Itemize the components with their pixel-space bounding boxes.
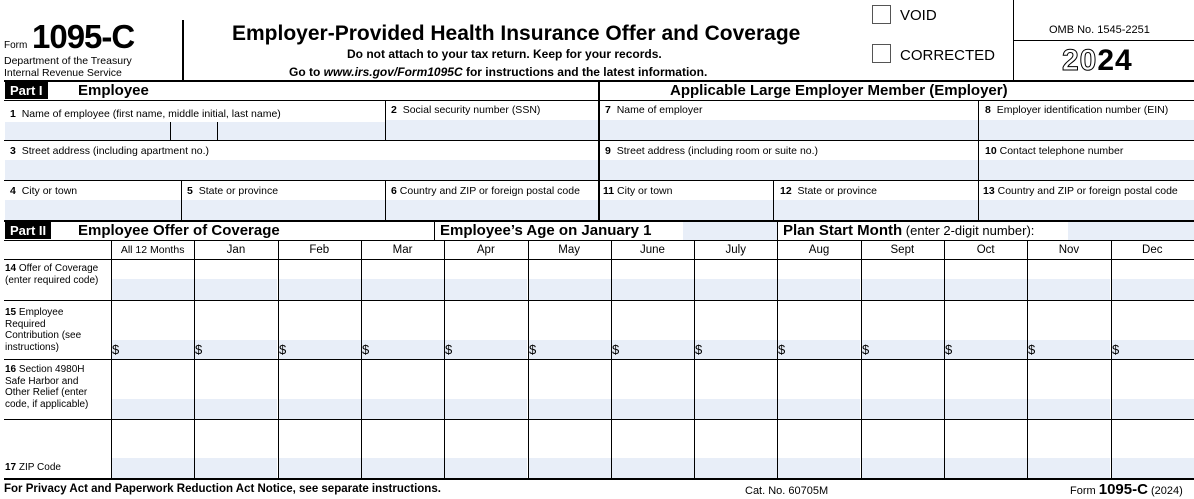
part1-badge: Part I — [5, 82, 48, 99]
field-9-label: 9 Street address (including room or suite no.) — [605, 145, 819, 157]
field-7-label: 7 Name of employer — [605, 104, 703, 116]
row-15-cell-1[interactable] — [195, 340, 277, 359]
month-header: Jan — [226, 244, 246, 256]
column-divider — [278, 241, 279, 478]
row-16-cell-8[interactable] — [778, 399, 860, 419]
column-divider — [1111, 241, 1112, 478]
dollar-sign: $ — [445, 342, 453, 357]
month-header: Aug — [808, 244, 830, 256]
row-17-cell-0[interactable] — [112, 458, 194, 478]
field-13-label: 13 Country and ZIP or foreign postal code — [983, 185, 1178, 197]
row-16-cell-11[interactable] — [1028, 399, 1110, 419]
row-number: 15 — [5, 307, 17, 318]
row-15-cell-10[interactable] — [945, 340, 1027, 359]
form-title: Employer-Provided Health Insurance Offer and Coverage — [232, 22, 801, 45]
row-15-cell-2[interactable] — [279, 340, 361, 359]
dept-line2: Internal Revenue Service — [4, 67, 122, 79]
employer-name-input[interactable] — [600, 120, 978, 140]
month-header: Apr — [476, 244, 495, 256]
corrected-checkbox[interactable] — [872, 44, 891, 63]
row-14-cell-3[interactable] — [362, 279, 444, 300]
row-16-cell-4[interactable] — [445, 399, 527, 419]
row-rule-1 — [4, 140, 1194, 141]
row-17-cell-4[interactable] — [445, 458, 527, 478]
row-16-cell-0[interactable] — [112, 399, 194, 419]
month-header: July — [725, 244, 746, 256]
row-15-cell-7[interactable] — [695, 340, 777, 359]
irs-url-link[interactable]: www.irs.gov/Form1095C — [323, 65, 463, 79]
row-14-cell-9[interactable] — [862, 279, 944, 300]
field-1-label: 1 Name of employee (first name, middle initial, last name) — [10, 108, 281, 120]
row-14-cell-1[interactable] — [195, 279, 277, 300]
subtitle-instructions: for instructions and the latest information. — [462, 65, 708, 79]
tax-year-bold: 24 — [1097, 44, 1133, 77]
field-2-label: 2 Social security number (SSN) — [391, 104, 541, 116]
omb-number: OMB No. 1545-2251 — [1049, 24, 1150, 36]
row-17-cell-9[interactable] — [862, 458, 944, 478]
dollar-sign: $ — [195, 342, 203, 357]
row-14-cell-7[interactable] — [695, 279, 777, 300]
row-17-cell-8[interactable] — [778, 458, 860, 478]
employee-state-input[interactable] — [182, 200, 385, 220]
coverage-grid — [0, 241, 1194, 479]
employee-middle-initial-input[interactable] — [171, 122, 217, 140]
form-number: 1095-C — [32, 18, 135, 55]
header-divider-left — [182, 20, 184, 80]
field-4-label: 4 City or town — [10, 185, 78, 197]
employer-state-input[interactable] — [774, 200, 978, 220]
row-label-text: Section 4980H Safe Harbor and Other Relief (enter code, if applicable) — [5, 364, 89, 410]
row-14-cell-5[interactable] — [529, 279, 611, 300]
divider-plan — [777, 222, 778, 240]
ein-input[interactable] — [979, 120, 1194, 140]
row-label-text: Offer of Coverage (enter required code) — [5, 263, 99, 286]
month-header: Mar — [392, 244, 413, 256]
footer-form-id: Form 1095-C (2024) — [1070, 481, 1183, 498]
row-15-label — [5, 307, 100, 353]
column-divider — [361, 241, 362, 478]
month-header: Nov — [1058, 244, 1080, 256]
row-14-cell-8[interactable] — [778, 279, 860, 300]
employer-street-input[interactable] — [600, 160, 978, 180]
tax-year — [1062, 44, 1133, 78]
divider-age — [434, 222, 435, 240]
employee-age-input[interactable] — [683, 222, 777, 240]
catalog-number: Cat. No. 60705M — [745, 485, 829, 497]
part2-badge: Part II — [5, 222, 51, 239]
form-subtitle-2 — [289, 65, 707, 79]
month-header: Sept — [890, 244, 915, 256]
row-label-text: Employee Required Contribution (see instructions) — [5, 307, 82, 353]
row-17-cell-1[interactable] — [195, 458, 277, 478]
row-15-cell-8[interactable] — [778, 340, 860, 359]
column-divider — [861, 241, 862, 478]
row-17-cell-2[interactable] — [279, 458, 361, 478]
omb-divider — [1013, 40, 1194, 41]
month-header: May — [558, 244, 581, 256]
employee-street-input[interactable] — [5, 160, 598, 180]
row-16-cell-12[interactable] — [1112, 399, 1194, 419]
row-16-label — [5, 364, 103, 410]
dollar-sign: $ — [778, 342, 786, 357]
row-15-cell-0[interactable] — [112, 340, 194, 359]
employee-first-name-input[interactable] — [5, 122, 170, 140]
part2-title: Employee Offer of Coverage — [78, 222, 280, 239]
dollar-sign: $ — [529, 342, 537, 357]
row-16-cell-9[interactable] — [862, 399, 944, 419]
field-6-label: 6 Country and ZIP or foreign postal code — [391, 185, 580, 197]
row-number: 14 — [5, 263, 17, 274]
dollar-sign: $ — [612, 342, 620, 357]
age-title: Employee’s Age on January 1 — [440, 222, 652, 239]
row-14-label — [5, 263, 100, 286]
row-16-cell-3[interactable] — [362, 399, 444, 419]
dollar-sign: $ — [862, 342, 870, 357]
column-divider — [694, 241, 695, 478]
employer-section-title: Applicable Large Employer Member (Employer) — [670, 82, 1008, 99]
corrected-label: CORRECTED — [900, 47, 996, 64]
row-16-cell-1[interactable] — [195, 399, 277, 419]
grid-bottom-rule — [4, 478, 1194, 480]
row-17-cell-6[interactable] — [612, 458, 694, 478]
plan-start-month-input[interactable] — [1068, 222, 1194, 240]
column-divider — [194, 241, 195, 478]
column-divider — [444, 241, 445, 478]
plan-start-title: Plan Start Month (enter 2-digit number): — [783, 222, 1035, 239]
row-number: 17 — [5, 462, 17, 473]
void-label: VOID — [900, 7, 937, 24]
row-17-cell-3[interactable] — [362, 458, 444, 478]
employee-city-input[interactable] — [5, 200, 181, 220]
form-prefix: Form — [4, 40, 28, 51]
column-divider — [777, 241, 778, 478]
field-12-label: 12 State or province — [780, 185, 877, 197]
field-10-label: 10 Contact telephone number — [985, 145, 1124, 157]
row-17-cell-5[interactable] — [529, 458, 611, 478]
row-rule — [4, 419, 1194, 420]
row-15-cell-5[interactable] — [529, 340, 611, 359]
row-16-cell-6[interactable] — [612, 399, 694, 419]
dept-line1: Department of the Treasury — [4, 55, 132, 67]
row-14-cell-11[interactable] — [1028, 279, 1110, 300]
row-16-cell-10[interactable] — [945, 399, 1027, 419]
row-15-cell-12[interactable] — [1112, 340, 1194, 359]
row-16-cell-7[interactable] — [695, 399, 777, 419]
row-number: 16 — [5, 364, 17, 375]
row-15-cell-9[interactable] — [862, 340, 944, 359]
month-header: Oct — [976, 244, 995, 256]
row-17-cell-7[interactable] — [695, 458, 777, 478]
row-15-cell-4[interactable] — [445, 340, 527, 359]
ssn-input[interactable] — [386, 120, 598, 140]
dollar-sign: $ — [1112, 342, 1120, 357]
tax-year-outline: 20 — [1062, 44, 1098, 77]
dollar-sign: $ — [112, 342, 120, 357]
column-divider — [528, 241, 529, 478]
row-14-cell-2[interactable] — [279, 279, 361, 300]
contact-phone-input[interactable] — [979, 160, 1194, 180]
field-8-label: 8 Employer identification number (EIN) — [985, 104, 1169, 116]
row-14-cell-12[interactable] — [1112, 279, 1194, 300]
part1-title: Employee — [78, 82, 149, 99]
month-header-rule — [4, 259, 1194, 260]
row-16-cell-5[interactable] — [529, 399, 611, 419]
field-11-label: 11 City or town — [603, 185, 673, 197]
column-divider — [1027, 241, 1028, 478]
subtitle-go-to: Go to — [289, 65, 324, 79]
dollar-sign: $ — [362, 342, 370, 357]
privacy-notice: For Privacy Act and Paperwork Reduction Act Notice, see separate instructions. — [4, 483, 441, 495]
row-16-cell-2[interactable] — [279, 399, 361, 419]
dollar-sign: $ — [945, 342, 953, 357]
row-17-cell-10[interactable] — [945, 458, 1027, 478]
month-header: Dec — [1142, 244, 1163, 256]
dollar-sign: $ — [1028, 342, 1036, 357]
row-rule — [4, 300, 1194, 301]
row-14-cell-10[interactable] — [945, 279, 1027, 300]
row-15-cell-3[interactable] — [362, 340, 444, 359]
month-header: Feb — [309, 244, 330, 256]
row-rule-2 — [4, 180, 1194, 181]
employee-last-name-input[interactable] — [218, 122, 385, 140]
row-17-cell-11[interactable] — [1028, 458, 1110, 478]
column-divider — [111, 241, 112, 478]
row-14-cell-6[interactable] — [612, 279, 694, 300]
month-header: June — [639, 244, 665, 256]
row-17-cell-12[interactable] — [1112, 458, 1194, 478]
form-header — [0, 0, 1194, 80]
row-15-cell-6[interactable] — [612, 340, 694, 359]
employee-zip-input[interactable] — [386, 200, 598, 220]
employer-city-input[interactable] — [600, 200, 773, 220]
employer-zip-input[interactable] — [979, 200, 1194, 220]
row-label-text: ZIP Code — [18, 462, 61, 473]
void-checkbox[interactable] — [872, 5, 891, 24]
column-divider — [611, 241, 612, 478]
field-5-label: 5 State or province — [187, 185, 279, 197]
dollar-sign: $ — [279, 342, 287, 357]
row-17-label — [5, 462, 100, 474]
row-14-cell-4[interactable] — [445, 279, 527, 300]
month-header: All 12 Months — [120, 244, 185, 256]
dollar-sign: $ — [695, 342, 703, 357]
row-15-cell-11[interactable] — [1028, 340, 1110, 359]
field-3-label: 3 Street address (including apartment no.) — [10, 145, 210, 157]
column-divider — [944, 241, 945, 478]
form-subtitle-1: Do not attach to your tax return. Keep for your records. — [347, 47, 662, 61]
row-rule — [4, 359, 1194, 360]
row-14-cell-0[interactable] — [112, 279, 194, 300]
